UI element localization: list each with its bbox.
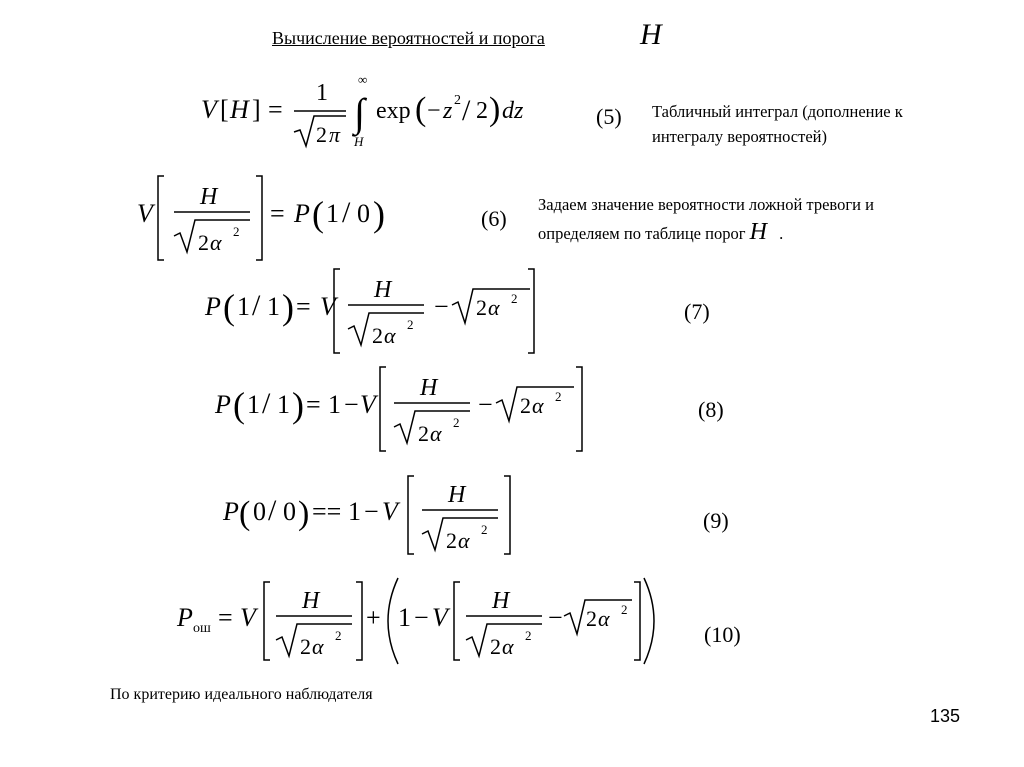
svg-text:+: + bbox=[366, 603, 381, 632]
svg-text:(: ( bbox=[415, 91, 427, 128]
svg-text:]: ] bbox=[252, 95, 261, 124]
svg-text:/: / bbox=[268, 494, 277, 527]
svg-text:P: P bbox=[223, 497, 239, 526]
svg-text:(: ( bbox=[239, 495, 251, 532]
page-number: 135 bbox=[930, 706, 961, 726]
note-period: . bbox=[779, 224, 784, 243]
svg-text:α: α bbox=[210, 230, 222, 255]
svg-text:V: V bbox=[432, 603, 448, 632]
svg-text:P: P bbox=[215, 390, 231, 419]
svg-text:α: α bbox=[488, 295, 500, 320]
equation-6 bbox=[132, 170, 402, 266]
svg-text:2: 2 bbox=[233, 224, 240, 239]
svg-text:2: 2 bbox=[481, 522, 488, 537]
svg-text:=: = bbox=[270, 199, 285, 228]
svg-text:1: 1 bbox=[328, 390, 341, 419]
svg-text:−: − bbox=[344, 390, 359, 419]
equation-7 bbox=[200, 265, 545, 360]
svg-text:2: 2 bbox=[555, 389, 562, 404]
svg-text:/: / bbox=[262, 387, 271, 420]
svg-text:=: = bbox=[306, 390, 321, 419]
svg-text:2: 2 bbox=[316, 122, 327, 147]
svg-text:/: / bbox=[342, 196, 351, 229]
svg-text:z: z bbox=[443, 98, 453, 124]
footer-text: По критерию идеального наблюдателя bbox=[110, 686, 373, 703]
equation-6-note bbox=[538, 192, 874, 246]
svg-text:P: P bbox=[177, 603, 193, 632]
equation-10 bbox=[172, 574, 662, 669]
svg-text:V: V bbox=[382, 497, 398, 526]
svg-text:=: = bbox=[296, 292, 311, 321]
svg-text:=: = bbox=[218, 603, 233, 632]
svg-text:P: P bbox=[205, 292, 221, 321]
svg-text:−: − bbox=[427, 98, 441, 124]
svg-text:): ) bbox=[373, 194, 385, 234]
equation-8 bbox=[210, 363, 590, 458]
equation-9 bbox=[218, 472, 518, 560]
svg-text:): ) bbox=[489, 91, 501, 128]
equation-number-6: (6) bbox=[481, 206, 507, 231]
svg-text:(: ( bbox=[223, 287, 235, 327]
equation-number-5: (5) bbox=[596, 104, 622, 129]
svg-text:−: − bbox=[414, 603, 429, 632]
svg-text:α: α bbox=[598, 606, 610, 631]
svg-text:H: H bbox=[448, 482, 466, 508]
svg-text:==: == bbox=[312, 497, 342, 526]
note-line: интегралу вероятностей) bbox=[652, 127, 827, 146]
svg-text:V: V bbox=[240, 603, 256, 632]
svg-text:1: 1 bbox=[277, 390, 290, 419]
svg-text:2: 2 bbox=[335, 628, 342, 643]
note-line: Табличный интеграл (дополнение к bbox=[652, 102, 903, 121]
svg-text:−: − bbox=[478, 390, 493, 419]
svg-text:2: 2 bbox=[198, 230, 209, 255]
svg-text:1: 1 bbox=[348, 497, 361, 526]
svg-text:−: − bbox=[364, 497, 379, 526]
svg-text:2: 2 bbox=[407, 317, 414, 332]
svg-text:−: − bbox=[434, 292, 449, 321]
svg-text:H: H bbox=[354, 134, 364, 149]
svg-text:P: P bbox=[294, 199, 310, 228]
svg-text:V: V bbox=[201, 95, 217, 124]
svg-text:2: 2 bbox=[525, 628, 532, 643]
svg-text:α: α bbox=[532, 393, 544, 418]
svg-text:1: 1 bbox=[237, 292, 250, 321]
equation-5-note bbox=[652, 99, 903, 149]
svg-text:H: H bbox=[230, 95, 249, 124]
svg-text:2: 2 bbox=[300, 634, 311, 659]
svg-text:2: 2 bbox=[476, 295, 487, 320]
svg-text:1: 1 bbox=[247, 390, 260, 419]
svg-text:∫: ∫ bbox=[354, 90, 365, 135]
svg-text:1: 1 bbox=[267, 292, 280, 321]
svg-text:2: 2 bbox=[418, 421, 429, 446]
svg-text:α: α bbox=[384, 323, 396, 348]
threshold-variable: H bbox=[749, 219, 767, 245]
svg-text:0: 0 bbox=[253, 497, 266, 526]
svg-text:(: ( bbox=[233, 385, 245, 425]
svg-text:exp: exp bbox=[376, 98, 411, 124]
svg-text:V: V bbox=[137, 199, 153, 228]
svg-text:(: ( bbox=[312, 194, 324, 234]
svg-text:=: = bbox=[268, 95, 283, 124]
equation-5 bbox=[196, 70, 536, 160]
svg-text:0: 0 bbox=[283, 497, 296, 526]
svg-text:−: − bbox=[548, 603, 563, 632]
svg-text:2: 2 bbox=[490, 634, 501, 659]
svg-text:2: 2 bbox=[453, 415, 460, 430]
svg-text:H: H bbox=[302, 588, 320, 614]
title-variable: H bbox=[640, 18, 662, 51]
svg-text:dz: dz bbox=[502, 98, 524, 124]
svg-text:2: 2 bbox=[476, 98, 488, 124]
svg-text:/: / bbox=[252, 289, 261, 322]
svg-text:H: H bbox=[374, 277, 392, 303]
svg-text:1: 1 bbox=[326, 199, 339, 228]
svg-text:): ) bbox=[282, 287, 294, 327]
svg-text:α: α bbox=[502, 634, 514, 659]
svg-text:ош: ош bbox=[193, 621, 211, 636]
svg-text:H: H bbox=[492, 588, 510, 614]
note-line: Задаем значение вероятности ложной тревоги и bbox=[538, 195, 874, 214]
svg-text:α: α bbox=[430, 421, 442, 446]
svg-text:0: 0 bbox=[357, 199, 370, 228]
slide-title bbox=[272, 18, 662, 51]
svg-text:H: H bbox=[200, 184, 218, 210]
svg-text:/: / bbox=[462, 94, 471, 127]
svg-text:∞: ∞ bbox=[358, 72, 368, 87]
svg-text:2: 2 bbox=[446, 528, 457, 553]
svg-text:2: 2 bbox=[454, 93, 461, 108]
svg-text:2: 2 bbox=[372, 323, 383, 348]
svg-text:2: 2 bbox=[586, 606, 597, 631]
equation-number-10: (10) bbox=[704, 622, 741, 647]
equation-number-9: (9) bbox=[703, 508, 729, 533]
svg-text:2: 2 bbox=[621, 602, 628, 617]
svg-text:α: α bbox=[312, 634, 324, 659]
note-line bbox=[538, 220, 874, 246]
title-text: Вычисление вероятностей и порога bbox=[272, 28, 545, 48]
equation-number-8: (8) bbox=[698, 397, 724, 422]
svg-text:2: 2 bbox=[520, 393, 531, 418]
equation-number-7: (7) bbox=[684, 299, 710, 324]
svg-text:V: V bbox=[360, 390, 376, 419]
svg-text:): ) bbox=[298, 495, 310, 532]
svg-text:1: 1 bbox=[398, 603, 411, 632]
note-text: определяем по таблице порог bbox=[538, 224, 746, 243]
svg-text:[: [ bbox=[220, 95, 229, 124]
svg-text:π: π bbox=[329, 122, 341, 147]
svg-text:H: H bbox=[420, 375, 438, 401]
svg-text:1: 1 bbox=[316, 80, 328, 106]
svg-text:V: V bbox=[320, 292, 336, 321]
svg-text:2: 2 bbox=[511, 291, 518, 306]
svg-text:α: α bbox=[458, 528, 470, 553]
svg-text:): ) bbox=[292, 385, 304, 425]
